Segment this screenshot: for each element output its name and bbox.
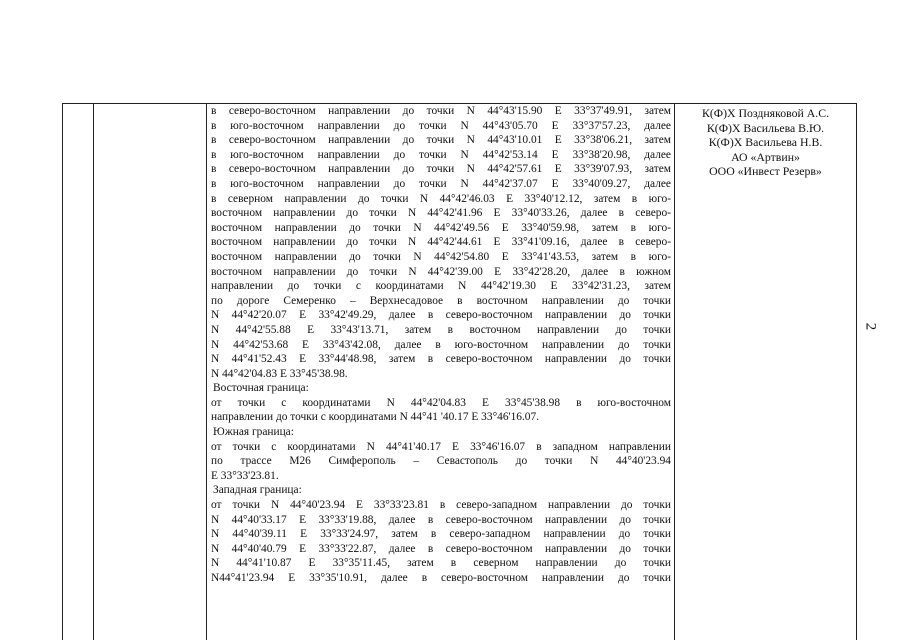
number-cell — [63, 104, 94, 640]
section-heading-east: Восточная граница: — [213, 382, 309, 395]
route-line: N 44°41'10.87 E 33°35'11.45, затем в северном направлении до точки — [211, 557, 671, 570]
route-line: N 44°42'53.68 E 33°43'42.08, далее в юго-восточном направлении до точки — [211, 338, 671, 351]
owner-item: ООО «Инвест Резерв» — [709, 164, 822, 179]
owner-item: К(Ф)Х Васильева Н.В. — [708, 135, 823, 150]
route-line: восточном направлении до точки N 44°42'44.61 E 33°41'09.16, далее в северо- — [211, 236, 671, 249]
route-line: восточном направлении до точки N 44°42'41.96 E 33°40'33.26, далее в северо- — [211, 207, 671, 220]
route-description — [211, 104, 671, 586]
route-line: от точки с координатами N 44°41'40.17 E 33°46'16.07 в западном направлении — [211, 440, 671, 453]
route-line: восточном направлении до точки N 44°42'39.00 E 33°42'28.20, далее в южном — [211, 265, 671, 278]
route-line: N 44°41'52.43 E 33°44'48.98, затем в северо-восточном направлении до точки — [211, 353, 671, 366]
route-line: в северо-восточном направлении до точки N 44°43'10.01 E 33°38'06.21, затем — [211, 134, 671, 147]
owner-item: АО «Артвин» — [731, 149, 800, 164]
route-line: N 44°40'39.11 E 33°33'24.97, затем в северо-западном направлении до точки — [211, 528, 671, 541]
table-row — [63, 104, 857, 640]
route-line: направлении до точки с координатами N 44°42'19.30 E 33°42'31.23, затем — [211, 280, 671, 293]
section-heading-west: Западная граница: — [213, 484, 302, 497]
owners-cell — [675, 104, 857, 640]
route-line: N 44°42'55.88 E 33°43'13.71, затем в восточном направлении до точки — [211, 323, 671, 336]
route-line: в северо-восточном направлении до точки N 44°43'15.90 E 33°37'49.91, затем — [211, 105, 671, 117]
route-line: в юго-восточном направлении до точки N 44°42'37.07 E 33°40'09.27, далее — [211, 177, 671, 190]
route-line: от точки N 44°40'23.94 E 33°33'23.81 в северо-западном направлении до точки — [211, 499, 671, 512]
route-line: по дороге Семеренко – Верхнесадовое в восточном направлении до точки — [211, 294, 671, 307]
owner-item: К(Ф)Х Поздняковой А.С. — [701, 106, 830, 120]
route-line: N 44°40'33.17 E 33°33'19.88, далее в северо-восточном направлении до точки — [211, 513, 671, 526]
route-line: направлении до точки с координатами N 44°41 '40.17 E 33°46'16.07. — [211, 411, 540, 424]
boundary-table — [62, 103, 857, 640]
name-cell — [94, 104, 207, 640]
route-description-cell — [207, 104, 675, 640]
route-line: в юго-восточном направлении до точки N 44°43'05.70 E 33°37'57.23, далее — [211, 119, 671, 132]
route-line: в северо-восточном направлении до точки N 44°42'57.61 E 33°39'07.93, затем — [211, 163, 671, 176]
route-line: N 44°42'04.83 E 33°45'38.98. — [211, 367, 348, 380]
route-line: восточном направлении до точки N 44°42'54.80 E 33°41'43.53, затем в юго- — [211, 250, 671, 263]
route-line: E 33°33'23.81. — [211, 469, 279, 482]
owner-item: К(Ф)Х Васильева В.Ю. — [706, 120, 825, 135]
route-line: в северном направлении до точки N 44°42'46.03 E 33°40'12.12, затем в юго- — [211, 192, 671, 205]
route-line: по трассе М26 Симферополь – Севастополь до точки N 44°40'23.94 — [211, 455, 671, 468]
section-heading-south: Южная граница: — [213, 426, 294, 439]
route-line: N 44°42'20.07 E 33°42'49.29, далее в северо-восточном направлении до точки — [211, 309, 671, 322]
route-line: N 44°40'40.79 E 33°33'22.87, далее в северо-восточном направлении до точки — [211, 542, 671, 555]
route-line: восточном направлении до точки N 44°42'49.56 E 33°40'59.98, затем в юго- — [211, 221, 671, 234]
route-line: в юго-восточном направлении до точки N 44°42'53.14 E 33°38'20.98, далее — [211, 148, 671, 161]
page-number: 2 — [862, 322, 879, 331]
route-line: от точки с координатами N 44°42'04.83 E 33°45'38.98 в юго-восточном — [211, 396, 671, 409]
route-line: N44°41'23.94 E 33°35'10.91, далее в северо-восточном направлении до точки — [211, 572, 671, 584]
